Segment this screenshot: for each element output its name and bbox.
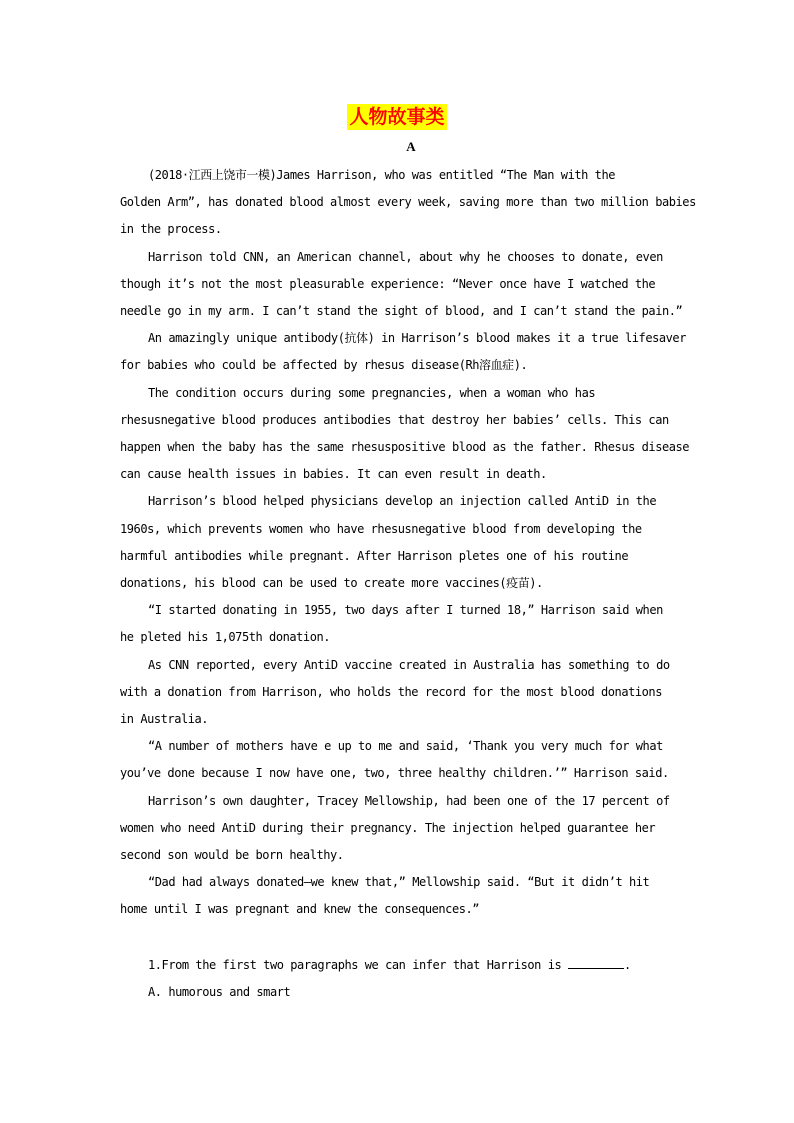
passage-line: home until I was pregnant and knew the consequences.” — [120, 902, 480, 917]
passage-line: second son would be born healthy. — [120, 848, 344, 862]
question-end: . — [624, 958, 631, 972]
page-title: 人物故事类 — [349, 106, 445, 128]
answer-blank — [568, 957, 624, 969]
passage-line: As CNN reported, every AntiD vaccine created in Australia has something to do — [148, 657, 670, 672]
passage-line: women who need AntiD during their pregnancy. The injection helped guarantee her — [120, 820, 656, 835]
passage-line: in Australia. — [120, 712, 209, 726]
passage-line: “I started donating in 1955, two days after I turned 18,” Harrison said when — [148, 603, 663, 618]
question-stem: 1.From the first two paragraphs we can infer that Harrison is — [148, 958, 562, 972]
passage-line: “Dad had always donated—we knew that,” Mellowship said. “But it didn’t hit — [148, 875, 650, 890]
passage-line: An amazingly unique antibody(抗体) in Harrison’s blood makes it a true lifesaver — [148, 331, 686, 346]
passage-line: 1960s, which prevents women who have rhesusnegative blood from developing the — [120, 521, 642, 536]
passage-line: happen when the baby has the same rhesuspositive blood as the father. Rhesus disease — [120, 440, 690, 454]
passage-line: Harrison’s own daughter, Tracey Mellowship, had been one of the 17 percent of — [148, 793, 670, 808]
passage-line: you’ve done because I now have one, two, three healthy children.’” Harrison said. — [120, 766, 669, 781]
page-title-wrapper — [0, 104, 794, 130]
passage-line: can cause health issues in babies. It can even result in death. — [120, 467, 547, 482]
passage-line: for babies who could be affected by rhesus disease(Rh溶血症). — [120, 358, 528, 373]
option-a: A. humorous and smart — [148, 985, 291, 999]
passage-line: in the process. — [120, 222, 222, 237]
passage-line: Harrison told CNN, an American channel, about why he chooses to donate, even — [148, 249, 663, 264]
passage-line: he pleted his 1,075th donation. — [120, 630, 331, 645]
passage-line: (2018·江西上饶市一模)James Harrison, who was entitled “The Man with the — [148, 168, 616, 182]
passage-line: “A number of mothers have e up to me and said, ‘Thank you very much for what — [148, 739, 663, 754]
section-label: A — [406, 139, 416, 154]
passage-line: rhesusnegative blood produces antibodies that destroy her babies’ cells. This can — [120, 412, 669, 427]
passage-line: donations, his blood can be used to create more vaccines(疫苗). — [120, 576, 543, 590]
passage-line: Harrison’s blood helped physicians develop an injection called AntiD in the — [148, 494, 657, 509]
passage-line: needle go in my arm. I can’t stand the sight of blood, and I can’t stand the pain.” — [120, 304, 683, 318]
passage-line: Golden Arm”, has donated blood almost every week, saving more than two million babies — [120, 195, 696, 210]
passage-line: with a donation from Harrison, who holds the record for the most blood donations — [120, 684, 662, 699]
passage-line: The condition occurs during some pregnancies, when a woman who has — [148, 385, 596, 400]
question-1 — [148, 957, 631, 973]
passage-line: though it’s not the most pleasurable experience: “Never once have I watched the — [120, 276, 656, 291]
passage-line: harmful antibodies while pregnant. After Harrison pletes one of his routine — [120, 548, 629, 563]
